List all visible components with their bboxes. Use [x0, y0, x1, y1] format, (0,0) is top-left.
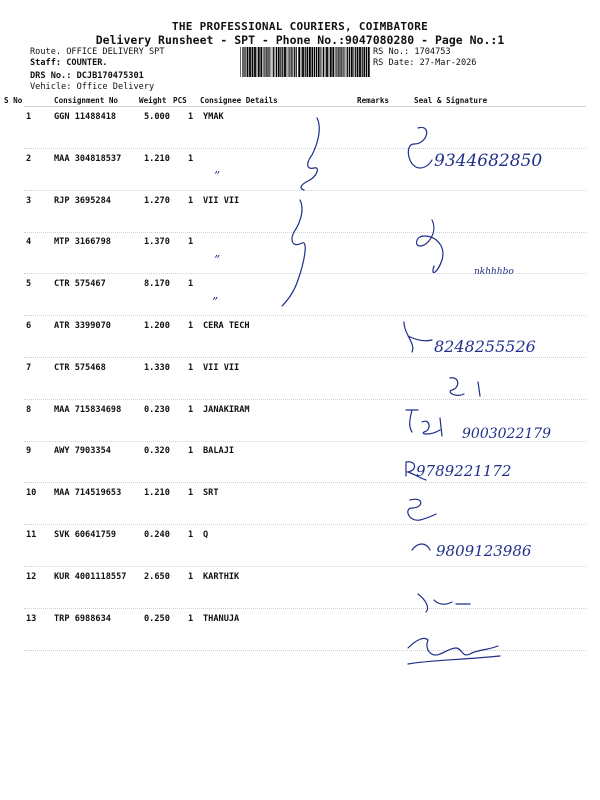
col-header-remarks: Remarks	[357, 96, 390, 105]
row-divider	[24, 482, 586, 483]
cell-sno: 11	[26, 530, 37, 540]
cell-consignment-no: RJP 3695284	[54, 196, 111, 206]
cell-pcs: 1	[188, 237, 194, 247]
cell-consignee: VII VII	[203, 196, 240, 206]
runsheet-title: Delivery Runsheet - SPT - Phone No.:9047080280 - Page No.:1	[95, 33, 505, 47]
cell-pcs: 1	[188, 488, 194, 498]
row-divider	[24, 566, 586, 567]
cell-weight: 0.320	[144, 446, 170, 456]
cell-weight: 8.170	[144, 279, 170, 289]
cell-sno: 8	[26, 405, 32, 415]
cell-sno: 7	[26, 363, 32, 373]
cell-weight: 1.210	[144, 154, 170, 164]
cell-sno: 9	[26, 446, 32, 456]
cell-pcs: 1	[188, 405, 194, 415]
cell-consignment-no: CTR 575467	[54, 279, 106, 289]
col-header-consignee: Consignee Details	[200, 96, 278, 105]
cell-pcs: 1	[188, 112, 194, 122]
cell-pcs: 1	[188, 196, 194, 206]
cell-sno: 5	[26, 279, 32, 289]
cell-consignment-no: AWY 7903354	[54, 446, 111, 456]
cell-weight: 1.270	[144, 196, 170, 206]
cell-pcs: 1	[188, 321, 194, 331]
row-divider	[24, 315, 586, 316]
row-divider	[24, 148, 586, 149]
cell-sno: 6	[26, 321, 32, 331]
cell-sno: 1	[26, 112, 32, 122]
cell-consignee: BALAJI	[203, 446, 235, 456]
signature-phone-row-11: 9809123986	[436, 542, 532, 560]
row-divider	[24, 273, 586, 274]
row-divider	[24, 357, 586, 358]
company-name: THE PROFESSIONAL COURIERS, COIMBATORE	[171, 20, 429, 33]
col-header-weight: Weight	[139, 96, 167, 105]
signature-phone-row-2: 9344682850	[434, 151, 543, 171]
cell-pcs: 1	[188, 446, 194, 456]
row-divider	[24, 524, 586, 525]
cell-sno: 3	[26, 196, 32, 206]
cell-pcs: 1	[188, 154, 194, 164]
cell-pcs: 1	[188, 572, 194, 582]
cell-sno: 2	[26, 154, 32, 164]
ditto-mark-row-2: ”	[214, 169, 221, 183]
cell-weight: 2.650	[144, 572, 170, 582]
cell-weight: 0.230	[144, 405, 170, 415]
ditto-mark-row-4: ”	[214, 253, 221, 267]
cell-sno: 13	[26, 614, 37, 624]
vehicle-label: Vehicle: Office Delivery	[30, 82, 155, 92]
cell-pcs: 1	[188, 279, 194, 289]
cell-consignee: THANUJA	[203, 614, 240, 624]
cell-consignment-no: ATR 3399070	[54, 321, 111, 331]
cell-consignee: CERA TECH	[203, 321, 250, 331]
cell-consignment-no: GGN 11488418	[54, 112, 117, 122]
cell-weight: 1.330	[144, 363, 170, 373]
col-header-seal: Seal & Signature	[414, 96, 488, 105]
cell-weight: 5.000	[144, 112, 170, 122]
cell-weight: 0.240	[144, 530, 170, 540]
cell-consignment-no: KUR 4001118557	[54, 572, 127, 582]
row-divider	[24, 441, 586, 442]
cell-pcs: 1	[188, 363, 194, 373]
cell-consignment-no: MAA 715834698	[54, 405, 122, 415]
col-header-sno: S No	[4, 96, 23, 105]
staff-label: Staff: COUNTER.	[30, 58, 108, 68]
route-label: Route. OFFICE DELIVERY SPT	[30, 47, 165, 57]
rs-date: RS Date: 27-Mar-2026	[373, 58, 477, 68]
header-divider	[24, 106, 586, 107]
cell-consignment-no: MAA 714519653	[54, 488, 122, 498]
cell-weight: 1.370	[144, 237, 170, 247]
cell-sno: 12	[26, 572, 37, 582]
barcode	[240, 47, 370, 77]
col-header-consignment: Consignment No	[54, 96, 119, 105]
cell-consignee: YMAK	[203, 112, 224, 122]
cell-consignee: SRT	[203, 488, 219, 498]
cell-sno: 10	[26, 488, 37, 498]
signature-scribble-row-4: nkhhhbo	[474, 267, 514, 277]
cell-pcs: 1	[188, 614, 194, 624]
row-divider	[24, 399, 586, 400]
row-divider	[24, 650, 586, 651]
cell-consignment-no: CTR 575468	[54, 363, 106, 373]
drs-number: DRS No.: DCJB170475301	[30, 71, 144, 81]
cell-pcs: 1	[188, 530, 194, 540]
cell-weight: 0.250	[144, 614, 170, 624]
cell-consignment-no: TRP 6988634	[54, 614, 111, 624]
row-divider	[24, 232, 586, 233]
cell-weight: 1.210	[144, 488, 170, 498]
row-divider	[24, 190, 586, 191]
signature-phone-row-9: 9789221172	[416, 462, 512, 480]
cell-consignee: Q	[203, 530, 209, 540]
signature-phone-row-6: 8248255526	[434, 337, 536, 356]
ditto-mark-row-5: ”	[212, 295, 219, 309]
cell-consignee: JANAKIRAM	[203, 405, 250, 415]
cell-weight: 1.200	[144, 321, 170, 331]
cell-consignee: KARTHIK	[203, 572, 240, 582]
cell-sno: 4	[26, 237, 32, 247]
cell-consignment-no: MTP 3166798	[54, 237, 111, 247]
signature-phone-row-8: 9003022179	[462, 426, 552, 442]
cell-consignment-no: SVK 60641759	[54, 530, 117, 540]
cell-consignment-no: MAA 304818537	[54, 154, 122, 164]
rs-number: RS No.: 1704753	[373, 47, 451, 57]
row-divider	[24, 608, 586, 609]
col-header-pcs: PCS	[173, 96, 187, 105]
cell-consignee: VII VII	[203, 363, 240, 373]
